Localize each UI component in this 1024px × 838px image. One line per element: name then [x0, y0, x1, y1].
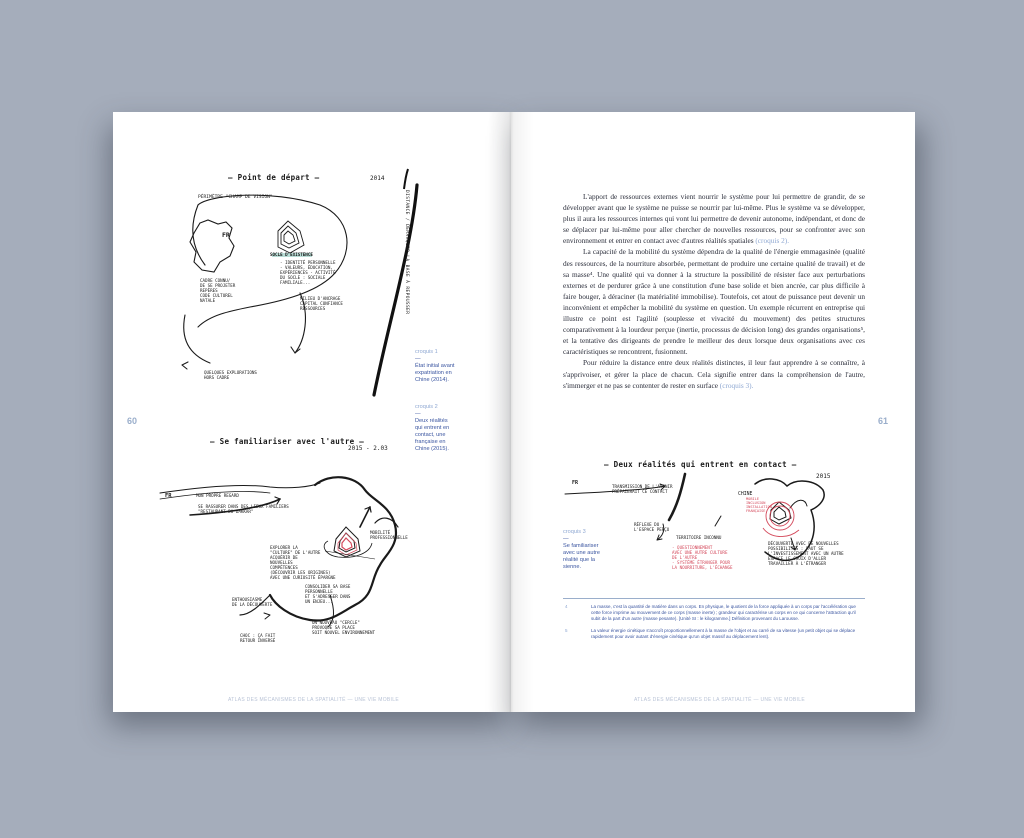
page-number-right: 61 [878, 416, 889, 426]
sketch1-core-list: - IDENTITÉ PERSONNELLE - VALEURS, ÉDUCATION, EXPÉRIENCES - ACTIVITÉ DU SOCLE : SOCIALE FAMILIALE... [280, 260, 336, 285]
sketch2-date: 2015 - 2.03 [348, 445, 388, 452]
paragraph-2-text: La capacité de la mobilité du système dépendra de la qualité de l'énergie emmagasinée (qualité des ressources, de la nourriture absorbée, permettant de produire une certaine qualité de travail) et de sa masse⁴. Une qualité qui va donner à la structure la possibilité de résister face aux perturbations externes et de perdurer grâce à une constitution d'une base solide et bien ancrée, car plus difficile à faire bouger, à déraciner (la matérialité immobilise). Toutefois, cet atout de puissance peut devenir un inconvénient et empêcher la mobilité du système en question. Un exemple récurrent en entreprise qui illustre ce point est l'agilité (souplesse et vivacité du mouvement) des petites structures comparativement à la lourdeur perçue (inertie, processus de décision long) des grandes organisations⁵, et la tentative des dirigeants de prendre le meilleur des deux lorsque deux organisations avec ces caractéristiques se rencontrent, fusionnent. [563, 247, 865, 357]
sketch1-date: 2014 [370, 175, 385, 182]
footnote-number: 5 [565, 628, 568, 633]
paragraph-3-ref: (croquis 3). [719, 380, 754, 390]
sketch1-fr: FR [222, 231, 230, 239]
sketch3-territory: TERRITOIRE INCONNU [676, 535, 722, 540]
caption-number: croquis 1 [415, 349, 438, 355]
sketch3-china: CHINE [738, 492, 753, 497]
caption-croquis-2 [415, 404, 455, 453]
sketch1-frame: CADRE CONNU/ DE SE PROJETER REPÈRES CODE CULTUREL NATALE [200, 278, 236, 303]
sketch1-title: — Point de départ — [228, 173, 320, 182]
sketch1-explore: QUELQUES EXPLORATIONS HORS CADRE [204, 370, 257, 380]
sketch3-red-core: MOBILE INCLUSION INSTALLATION FRANÇAISE [746, 497, 772, 513]
sketch2-flow1: MON PROPRE REGARD [196, 493, 239, 498]
footnote-4 [565, 604, 865, 622]
sketch1-perimeter: PÉRIMÈTRE "CHAMP DE VISION" [198, 195, 273, 200]
page-number-left: 60 [127, 416, 138, 426]
sketch3-flow: TRANSMISSION DE L'AVENIR PRÉPAIERAIT CE CONTACT [612, 484, 673, 494]
caption-dash: — [415, 411, 421, 417]
sketch2-flow2: SE RASSURER DANS DES LIEUX FAMILIERS "RESTAURANT DU DAKKAR" [198, 504, 289, 514]
sketch3-red-list: - QUESTIONNEMENT AVEC UNE AUTRE CULTURE DE L'AUTRE - SYSTÈME ÉTRANGER POUR LA NOURRITURE, L'ÉCHANGE [672, 545, 733, 570]
footnote-number: 4 [565, 604, 568, 609]
caption-croquis-1 [415, 349, 457, 384]
paragraph-1-ref: (croquis 2). [755, 236, 790, 246]
sketch2-new-circle: ON NOUVEAU "CERCLE" PROVOQUE SA PLACE SOIT NOUVEL ENVIRONNEMENT [312, 620, 376, 635]
sketch3-date: 2015 [816, 473, 831, 480]
sketch3-fr: FR [572, 480, 579, 486]
sketch3-title: — Deux réalités qui entrent en contact — [604, 460, 797, 469]
sketch3-reflex: RÉFLEXE DU L'ESPACE PERÇU [634, 522, 670, 532]
footnote-text: La valeur énergie cinétique s'accroît proportionnellement à la masse de l'objet et au carré de sa vitesse (un petit objet qui se déplace rapidement pour avoir autant d'énergie cinétique qu'un objet massif au déplacement lent). [591, 628, 856, 639]
sketch2-title: — Se familiariser avec l'autre — [210, 437, 365, 446]
footnote-text: La masse, c'est la quantité de matière dans un corps. En physique, le quotient de la force appliquée à un corps par l'accélération que cette force imprime au mouvement de ce corps (masse inerte) ; grandeur qui caractérise un corps en ce qui concerne l'attraction qu'il subit de la part d'un autre (masse pesante). [Unité SI : le kilogramme.] Définition provenant du Larousse. [591, 604, 856, 621]
sketch3-drawing [565, 468, 865, 588]
caption-dash: — [563, 536, 569, 542]
sketch2-shock: CHOC : ÇA FAIT RETOUR INVERSÉ [240, 633, 276, 643]
paragraph-1 [563, 191, 865, 246]
sketch2-fr: FR [165, 493, 172, 499]
paragraph-1-text: L'apport de ressources externes vient nourrir le système pour lui permettre de grandir, de se développer avant que le système ne puisse se nourrir par lui-même. Plus le système va se développer, plus il aura les ressources internes qui vont lui permettre de devenir autonome, indépendant, et donc de se déplacer par lui-même pour aller chercher de nouvelles ressources, pour se confronter avec son environnement et entrer en contact avec d'autres réalités spatiales [563, 192, 865, 246]
caption-text: Se familiariser avec une autre réalité que la sienne. [563, 543, 601, 570]
sketch2-mobility: MOBILITÉ PROFESSIONNELLE [370, 530, 408, 540]
sketch1-core-label: SOCLE D'EXISTENCE [270, 252, 313, 257]
paragraph-3 [563, 357, 865, 390]
caption-croquis-3 [563, 529, 603, 571]
body-text [563, 191, 865, 391]
sketch3-right-list: DÉCOUVERTE AVEC DE NOUVELLES POSSIBILITÉS : FAUT SE L'INVESTISSEMENT AVEC UN AUTRE ESPACE LE CHOIX D'ALLER TRAVAILLER À L'ÉTRANGER [768, 541, 844, 566]
caption-text: Deux réalités qui entrent en contact, une française en Chine (2015). [415, 418, 450, 452]
caption-text: État initial avant expatriation en Chine (2014). [415, 363, 455, 383]
sketch2-enthusiasm: ENTHOUSIASME DE LA DÉCOUVERTE [232, 597, 273, 607]
caption-number: croquis 3 [563, 529, 586, 535]
paragraph-2 [563, 246, 865, 357]
footer-right: ATLAS DES MÉCANISMES DE LA SPATIALITÉ — UNE VIE MOBILE [634, 697, 805, 703]
sketch2-consolidate: CONSOLIDER SA BASE PERSONNELLE ET S'ADRESSER DANS UN ENJEU... [305, 584, 351, 604]
footnote-rule [563, 598, 865, 599]
sketch2-center: EXPLORER LA "CULTURE" DE L'AUTRE ACQUÉRIR DE NOUVELLES COMPÉTENCES (DÉCOUVRIR LES ORIGINES) AVEC UNE CURIOSITÉ ÉPARGNE [270, 545, 336, 580]
sketch1-vertical-text: DISTANCE / DÉMARQUER LA BASE À REPOUSSER [404, 190, 409, 315]
caption-dash: — [415, 356, 421, 362]
paragraph-3-text: Pour réduire la distance entre deux réalités distinctes, il leur faut apprendre à se connaître, à s'apprivoiser, et gérer la place de chacun. Cela signifie entrer dans la compréhension de l'autre, s'immerger et ne pas se contenter de rester en surface [563, 358, 865, 390]
sketch1-anchor: MILIEU D'ANCRAGE CAPITAL CONFIANCE RESSOURCES [300, 296, 343, 311]
footer-left: ATLAS DES MÉCANISMES DE LA SPATIALITÉ — UNE VIE MOBILE [228, 697, 399, 703]
footnote-5 [565, 628, 865, 640]
sketch1-drawing [150, 165, 420, 405]
caption-number: croquis 2 [415, 404, 438, 410]
